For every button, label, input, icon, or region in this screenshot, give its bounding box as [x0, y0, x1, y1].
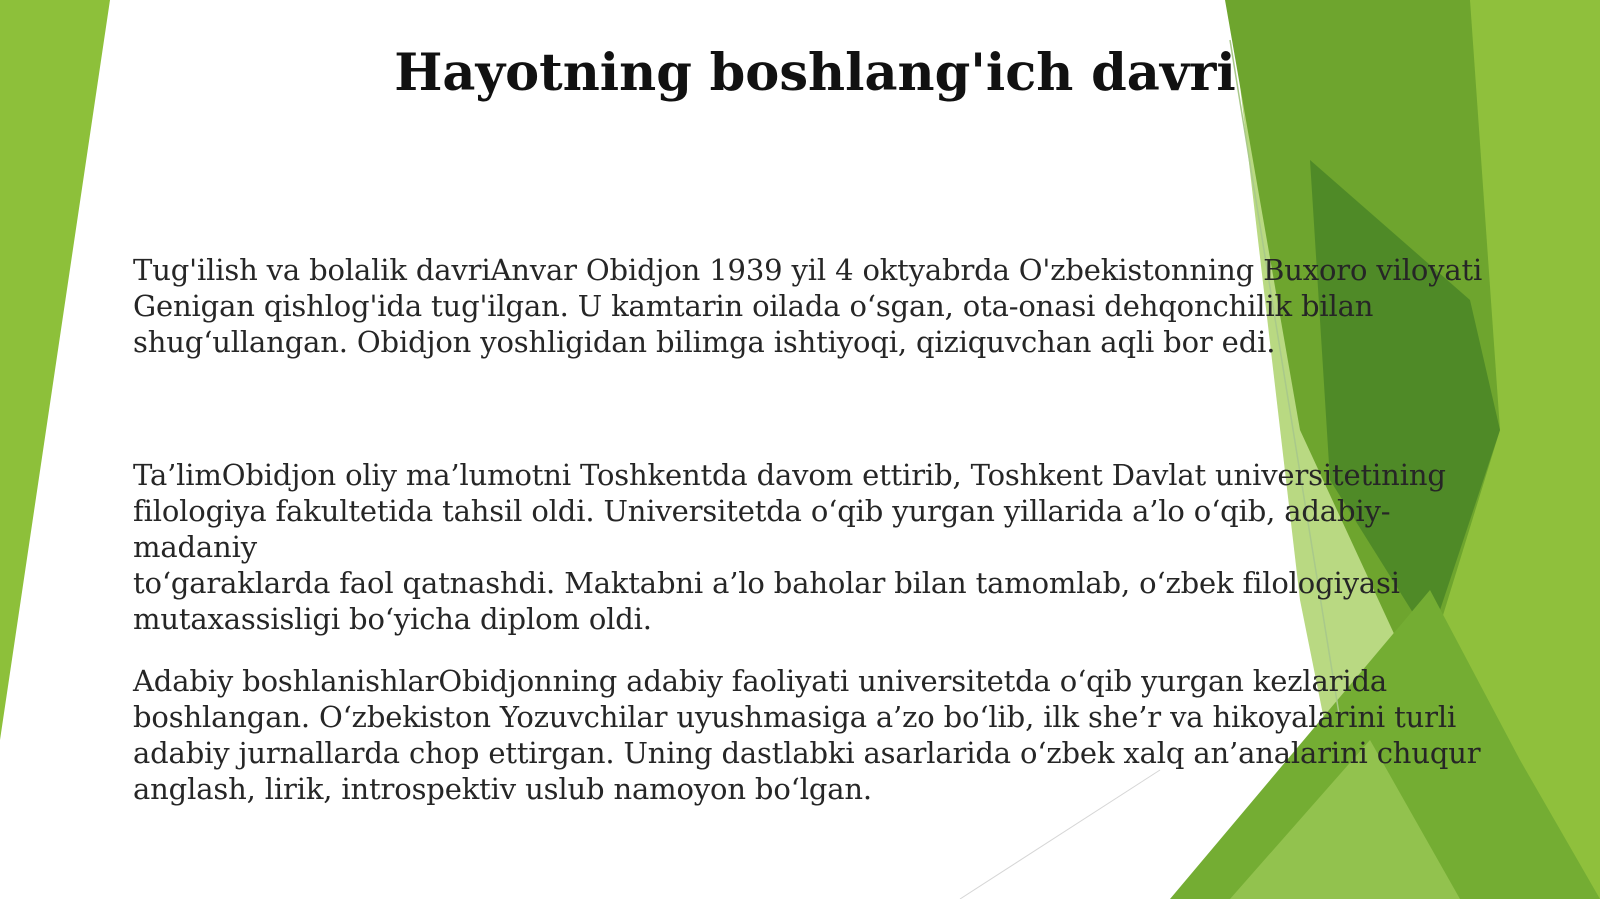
slide-title: Hayotning boshlang'ich davri	[394, 43, 1236, 103]
paragraph-literary-beginnings: Adabiy boshlanishlarObidjonning adabiy faoliyati universitetda o‘qib yurgan kezlarida boshlangan. O‘zbekiston Yozuvchilar uyushmasiga a’zo bo‘lib, ilk she’r va hikoyalarini turli adabiy jurnallarda chop ettirgan. Uning dastlabki asarlarida o‘zbek xalq an’analarini chuqur anglash, lirik, introspektiv uslub namoyon bo‘lgan.	[133, 664, 1481, 806]
left-green-band	[0, 0, 110, 740]
paragraph-childhood: Tug'ilish va bolalik davriAnvar Obidjon 1939 yil 4 oktyabrda O'zbekistonning Buxoro viloyati Genigan qishlog'ida tug'ilgan. U kamtarin oilada o‘sgan, ota-onasi dehqonchilik bilan shug‘ullangan. Obidjon yoshligidan bilimga ishtiyoqi, qiziquvchan aqli bor edi.	[133, 253, 1483, 359]
paragraph-education: Ta’limObidjon oliy ma’lumotni Toshkentda davom ettirib, Toshkent Davlat universitetining filologiya fakultetida tahsil oldi. Universitetda o‘qib yurgan yillarida a’lo o‘qib, adabiy-madaniy to‘garaklarda faol qatnashdi. Maktabni a’lo baholar bilan tamomlab, o‘zbek filologiyasi mutaxassisligi bo‘yicha diplom oldi.	[133, 458, 1446, 636]
